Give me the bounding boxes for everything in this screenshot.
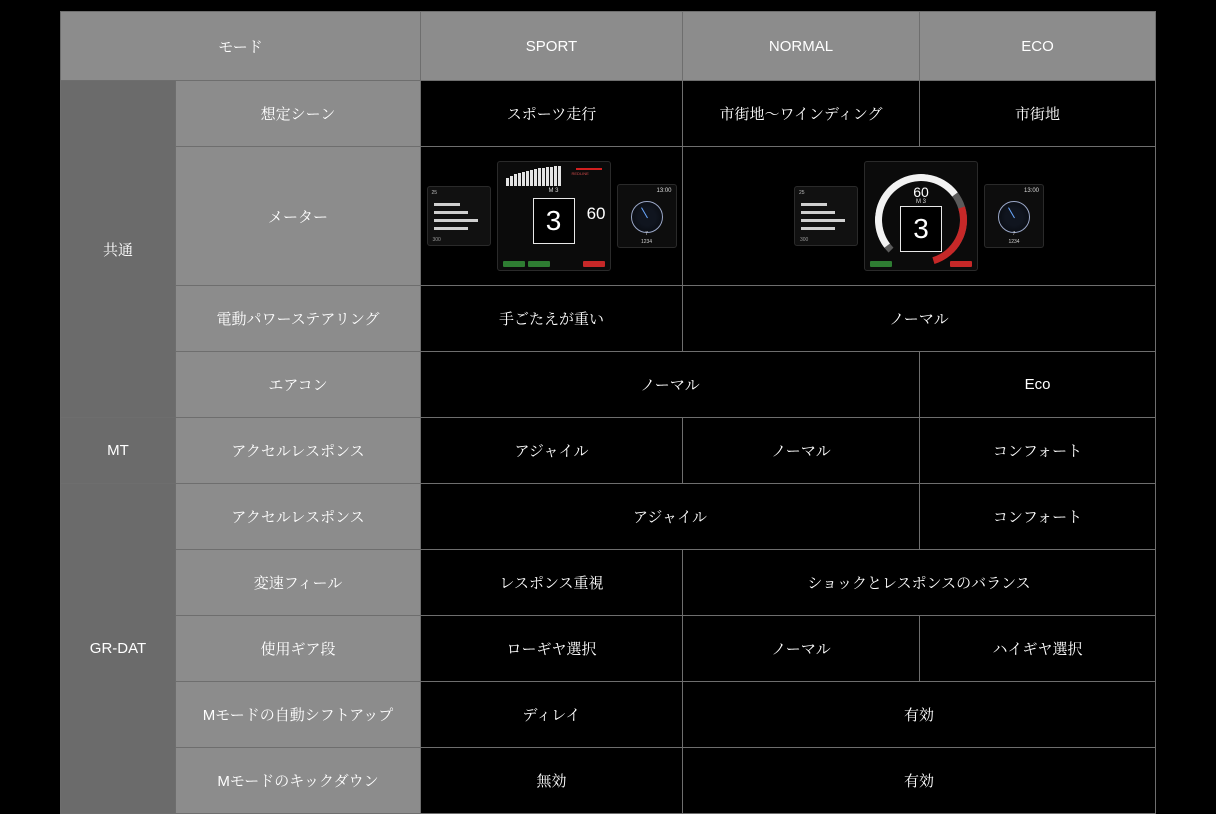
value-accel-grdat-sport-normal: アジャイル xyxy=(421,484,920,550)
meter-left-bottom-label: 300 xyxy=(800,237,809,243)
table-header-row xyxy=(61,12,1156,81)
item-label-scene: 想定シーン xyxy=(176,81,421,147)
meter-small-number-sport: 7 xyxy=(645,231,648,237)
meter-right-panel-icon xyxy=(617,184,677,248)
speed-readout-normal: 60 xyxy=(913,184,929,200)
table-row xyxy=(61,418,1156,484)
meter-clock-sport: 13:00 xyxy=(656,188,672,194)
value-kickdown-sport: 無効 xyxy=(421,748,683,814)
table-row xyxy=(61,286,1156,352)
group-label-common: 共通 xyxy=(61,81,176,418)
value-aircon-eco: Eco xyxy=(920,352,1156,418)
drive-mode-spec-table xyxy=(60,11,1156,814)
value-eps-sport: 手ごたえが重い xyxy=(421,286,683,352)
item-label-meter: メーター xyxy=(176,147,421,286)
meter-small-number-normal: 7 xyxy=(1012,231,1016,237)
header-col-sport: SPORT xyxy=(421,12,683,81)
tach-bargraph-icon xyxy=(506,166,578,186)
meter-cluster-normal xyxy=(683,156,1155,276)
fuel-gauge-dial-icon xyxy=(631,201,663,233)
item-label-kickdown: Mモードのキックダウン xyxy=(176,748,421,814)
meter-left-bars xyxy=(801,203,851,235)
value-accel-grdat-eco: コンフォート xyxy=(920,484,1156,550)
item-label-gear-selection: 使用ギア段 xyxy=(176,616,421,682)
meter-clock-normal: 13:00 xyxy=(1023,188,1039,194)
gear-indicator-normal: 3 xyxy=(900,206,942,252)
table-row xyxy=(61,147,1156,286)
meter-left-panel-icon xyxy=(427,186,491,246)
value-auto-shiftup-sport: ディレイ xyxy=(421,682,683,748)
speed-readout-sport: 60 xyxy=(586,204,606,223)
item-label-accel-response-mt: アクセルレスポンス xyxy=(176,418,421,484)
value-eps-normal-eco: ノーマル xyxy=(683,286,1156,352)
fuel-gauge-dial-icon xyxy=(998,201,1030,233)
meter-left-tick-label: 25 xyxy=(799,190,805,196)
header-col-normal: NORMAL xyxy=(683,12,920,81)
table-row xyxy=(61,484,1156,550)
table-row xyxy=(61,550,1156,616)
value-meter-normal-eco xyxy=(683,147,1156,286)
value-gear-normal: ノーマル xyxy=(683,616,920,682)
header-mode-label: モード xyxy=(61,12,421,81)
redline-label: REDLINE xyxy=(571,171,589,176)
meter-center-panel-round-tach-icon xyxy=(864,161,978,271)
gear-indicator-sport: 3 xyxy=(533,198,575,244)
value-shift-feel-sport: レスポンス重視 xyxy=(421,550,683,616)
group-label-mt: MT xyxy=(61,418,176,484)
item-label-shift-feel: 変速フィール xyxy=(176,550,421,616)
meter-mode-label-normal: M 3 xyxy=(915,199,927,205)
table-row xyxy=(61,682,1156,748)
status-chip-green-icon xyxy=(870,261,892,267)
meter-left-tick-label: 25 xyxy=(431,190,438,196)
status-chip-red-icon xyxy=(583,261,605,267)
value-scene-normal: 市街地～ワインディング xyxy=(683,81,920,147)
value-accel-mt-eco: コンフォート xyxy=(920,418,1156,484)
value-accel-mt-normal: ノーマル xyxy=(683,418,920,484)
item-label-auto-shiftup: Mモードの自動シフトアップ xyxy=(176,682,421,748)
table-row xyxy=(61,352,1156,418)
item-label-aircon: エアコン xyxy=(176,352,421,418)
group-label-gr-dat: GR-DAT xyxy=(61,484,176,814)
value-accel-mt-sport: アジャイル xyxy=(421,418,683,484)
status-chip-green2-icon xyxy=(528,261,550,267)
value-auto-shiftup-normal-eco: 有効 xyxy=(683,682,1156,748)
item-label-eps: 電動パワーステアリング xyxy=(176,286,421,352)
meter-center-panel-bar-tach-icon xyxy=(497,161,611,271)
table-row xyxy=(61,616,1156,682)
item-label-accel-response-grdat: アクセルレスポンス xyxy=(176,484,421,550)
meter-left-panel-icon xyxy=(794,186,858,246)
meter-mode-label-sport: M 3 xyxy=(548,188,559,194)
value-gear-sport: ローギヤ選択 xyxy=(421,616,683,682)
meter-odometer-normal: 1234 xyxy=(1008,239,1020,245)
header-col-eco: ECO xyxy=(920,12,1156,81)
value-aircon-sport-normal: ノーマル xyxy=(421,352,920,418)
value-scene-sport: スポーツ走行 xyxy=(421,81,683,147)
meter-left-bottom-label: 300 xyxy=(432,237,441,243)
value-scene-eco: 市街地 xyxy=(920,81,1156,147)
value-kickdown-normal-eco: 有効 xyxy=(683,748,1156,814)
value-gear-eco: ハイギヤ選択 xyxy=(920,616,1156,682)
table-row xyxy=(61,81,1156,147)
value-meter-sport xyxy=(421,147,683,286)
value-shift-feel-normal-eco: ショックとレスポンスのバランス xyxy=(683,550,1156,616)
meter-odometer-sport: 1234 xyxy=(640,239,653,245)
redline-marker-icon xyxy=(576,168,602,170)
table-row xyxy=(61,748,1156,814)
meter-right-panel-icon xyxy=(984,184,1044,248)
meter-cluster-sport xyxy=(421,156,682,276)
status-chip-red-icon xyxy=(950,261,972,267)
status-chip-green-icon xyxy=(503,261,525,267)
meter-left-bars xyxy=(434,203,484,235)
